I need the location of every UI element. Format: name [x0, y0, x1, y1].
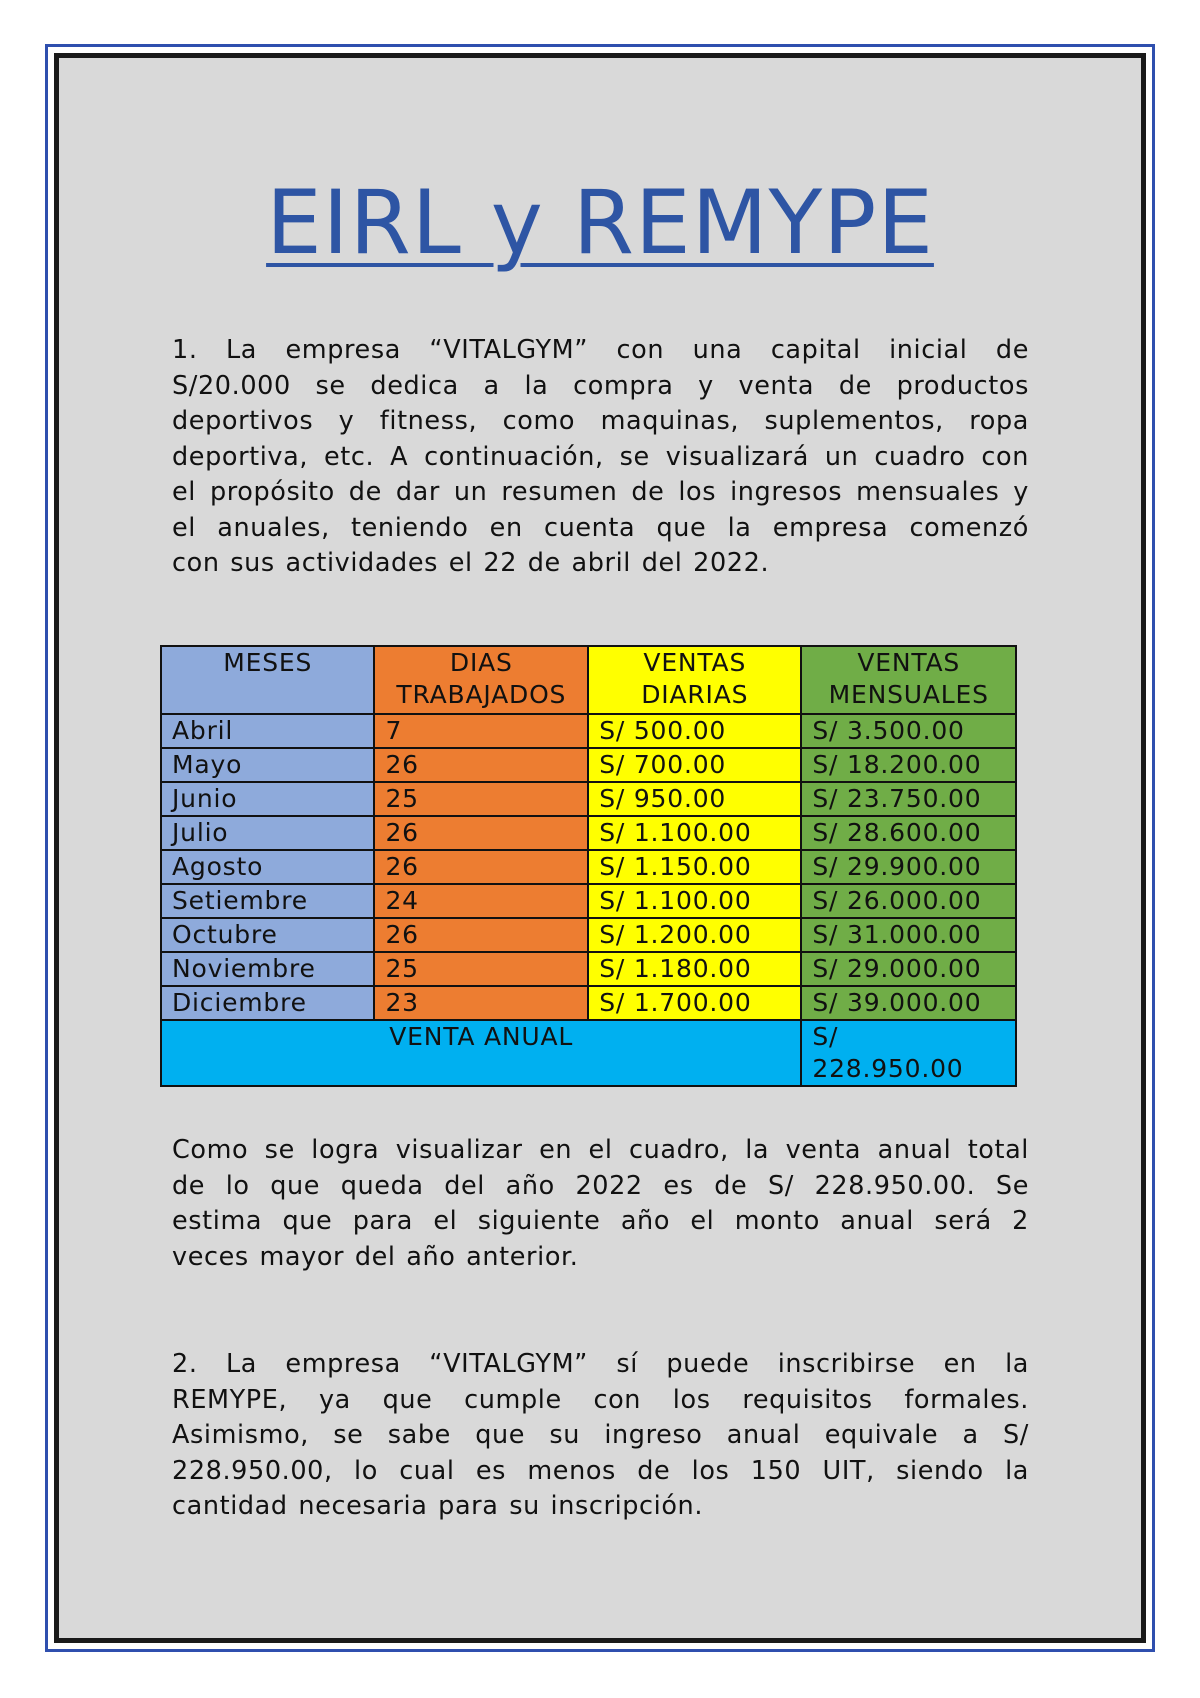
total-value-line1: S/ [812, 1022, 839, 1051]
cell-mensuales: S/ 3.500.00 [801, 714, 1016, 748]
cell-diarias: S/ 1.180.00 [588, 952, 801, 986]
header-mensuales-line2: MENSUALES [828, 680, 989, 709]
paragraph-line: deportivos y fitness, como maquinas, suplementos, ropa [172, 406, 1029, 436]
cell-diarias: S/ 950.00 [588, 782, 801, 816]
cell-mes: Diciembre [161, 986, 374, 1020]
paragraph-line: REMYPE, ya que cumple con los requisitos formales. [172, 1384, 1029, 1415]
cell-diarias: S/ 1.150.00 [588, 850, 801, 884]
table-row [161, 918, 1016, 952]
cell-dias: 25 [374, 782, 588, 816]
cell-diarias: S/ 1.700.00 [588, 986, 801, 1020]
cell-mes: Agosto [161, 850, 374, 884]
paragraph-line: cantidad necesaria para su inscripción. [172, 1491, 704, 1521]
cell-dias: 26 [374, 748, 588, 782]
total-label: VENTA ANUAL [161, 1020, 801, 1086]
cell-dias: 23 [374, 986, 588, 1020]
paragraph-line: 1. La empresa “VITALGYM” con una capital inicial de [172, 335, 1029, 365]
cell-mes: Setiembre [161, 884, 374, 918]
table-total-row [161, 1020, 1016, 1086]
paragraph-line: 228.950.00, lo cual es menos de los 150 UIT, siendo la [172, 1455, 1029, 1486]
intro-paragraph [172, 333, 1029, 582]
cell-dias: 24 [374, 884, 588, 918]
sales-table [160, 645, 1017, 1087]
cell-dias: 26 [374, 918, 588, 952]
paragraph-line: veces mayor del año anterior. [172, 1241, 579, 1272]
table-row [161, 952, 1016, 986]
header-ventas-mensuales [801, 646, 1016, 714]
cell-mensuales: S/ 23.750.00 [801, 782, 1016, 816]
paragraph-line: Como se logra visualizar en el cuadro, la venta anual total [172, 1135, 1029, 1165]
cell-dias: 25 [374, 952, 588, 986]
paragraph-line: S/20.000 se dedica a la compra y venta de productos [172, 370, 1029, 401]
cell-dias: 26 [374, 850, 588, 884]
cell-mensuales: S/ 31.000.00 [801, 918, 1016, 952]
paragraph-line: deportiva, etc. A continuación, se visualizará un cuadro con [172, 441, 1029, 472]
paragraph-line: estima que para el siguiente año el monto anual será 2 [172, 1206, 1029, 1236]
cell-diarias: S/ 700.00 [588, 748, 801, 782]
cell-diarias: S/ 1.100.00 [588, 816, 801, 850]
header-meses [161, 646, 374, 714]
cell-diarias: S/ 500.00 [588, 714, 801, 748]
table-row [161, 884, 1016, 918]
paragraph-line: con sus actividades el 22 de abril del 2022. [172, 548, 770, 578]
remype-paragraph [172, 1347, 1029, 1525]
summary-paragraph [172, 1133, 1029, 1275]
cell-mes: Mayo [161, 748, 374, 782]
header-dias-line2: TRABAJADOS [396, 680, 567, 709]
cell-mensuales: S/ 39.000.00 [801, 986, 1016, 1020]
paragraph-line: 2. La empresa “VITALGYM” sí puede inscribirse en la [172, 1349, 1029, 1379]
table-row [161, 782, 1016, 816]
table-row [161, 986, 1016, 1020]
cell-mensuales: S/ 29.900.00 [801, 850, 1016, 884]
cell-mensuales: S/ 18.200.00 [801, 748, 1016, 782]
header-ventas-diarias [588, 646, 801, 714]
header-dias-line1: DIAS [449, 648, 513, 677]
total-value [801, 1020, 1016, 1086]
header-meses-label: MESES [223, 648, 313, 677]
header-diarias-line2: DIARIAS [641, 680, 749, 709]
cell-dias: 7 [374, 714, 588, 748]
total-value-line2: 228.950.00 [812, 1054, 964, 1083]
table-header-row [161, 646, 1016, 714]
table-row [161, 850, 1016, 884]
cell-dias: 26 [374, 816, 588, 850]
cell-mensuales: S/ 28.600.00 [801, 816, 1016, 850]
cell-mes: Octubre [161, 918, 374, 952]
cell-mensuales: S/ 26.000.00 [801, 884, 1016, 918]
paragraph-line: de lo que queda del año 2022 es de S/ 228.950.00. Se [172, 1170, 1029, 1201]
paragraph-line: el propósito de dar un resumen de los ingresos mensuales y [172, 477, 1029, 507]
cell-diarias: S/ 1.200.00 [588, 918, 801, 952]
header-diarias-line1: VENTAS [643, 648, 747, 677]
cell-mes: Julio [161, 816, 374, 850]
paragraph-line: el anuales, teniendo en cuenta que la empresa comenzó [172, 512, 1029, 543]
header-mensuales-line1: VENTAS [857, 648, 961, 677]
table-row [161, 816, 1016, 850]
cell-mes: Noviembre [161, 952, 374, 986]
table-row [161, 714, 1016, 748]
table-row [161, 748, 1016, 782]
cell-mes: Junio [161, 782, 374, 816]
cell-diarias: S/ 1.100.00 [588, 884, 801, 918]
header-dias [374, 646, 588, 714]
paragraph-line: Asimismo, se sabe que su ingreso anual equivale a S/ [172, 1420, 1029, 1450]
cell-mes: Abril [161, 714, 374, 748]
cell-mensuales: S/ 29.000.00 [801, 952, 1016, 986]
page-title: EIRL y REMYPE [266, 171, 934, 274]
